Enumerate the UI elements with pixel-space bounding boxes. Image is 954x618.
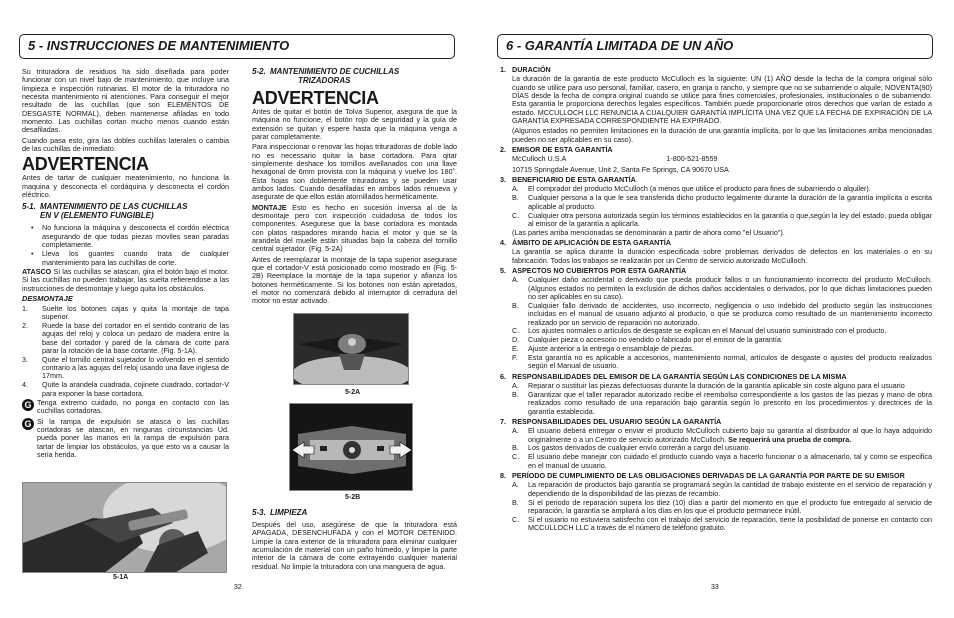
list-item: 1. Suelte los botones cajas y quita la montaje de tapa superior. [22, 303, 229, 322]
paragraph: Antes de quitar el botón de Tolva Superior, asegura de que la máquina no funcione, el botón rojo de seguridad y la guía de extensión se quitan y espere hasta que la máquina venga a parar completamente. [252, 106, 457, 141]
disassembly-steps [22, 305, 229, 398]
section-5-1-title: 5-1. MANTENIMIENTO DE LAS CUCHILLAS EN V (ELEMENTO FUNGIBLE) [22, 202, 188, 221]
warranty-section-8: 8. PERÍODO DE CUMPLIMIENTO DE LAS OBLIGACIONES DERIVADAS DE LA GARANTÍA POR PARTE DE SU EMISOR A. La reparación de productos bajo garantía se programará según la cantidad de trabajo existente en el servicio de reparación y dependiendo de la disponibilidad de las piezas de recambio. B. Si el periodo de reparación supera los diez (10) días a partir del momento en que el producto fue entregado al servicio de reparación, la garantía se ampliará a los días en los que el producto permanece inútil. C. Si el usuario no estuviera satisfecho con el trabajo del servicio de reparación, tiene la posibilidad de ponerse en contacto con MCCULLOCH LLC a través de el número de teléfono gratuito. [500, 470, 932, 533]
section-6-header: 6 - GARANTÍA LIMITADA DE UN AÑO [497, 34, 933, 59]
list-item: C. Cualquier otra persona autorizada según los términos establecidos en la garantía o que,según la ley del estado, pueda obligar al emisor de la garantía a aplicarla. [512, 210, 932, 228]
list-item: A. Reparar o sustituir las piezas defectuosas durante la duración de la garantía aplicable sin coste alguno para el usuario [512, 381, 905, 391]
list-item: 4. Quite la arandela cuadrada, cojinete cuadrado, cortador-V para exponer la base cortadora. [22, 380, 229, 398]
list-item: B. Cualquier persona a la que le sea transferida dicho producto legalmente durante la duración de la garantía implícita o escrita aplicable al producto. [512, 193, 932, 211]
warranty-section-4: 4. ÁMBITO DE APLICACIÓN DE ESTA GARANTÍA La garantía se aplica durante la duración especificada sobre problemas derivados de defectos en los materiales o en su fabricación. Todos los trabajos se realizarán por un Centro de servicio autorizado McCulloch. [500, 238, 932, 265]
desmontaje-subtitle: DESMONTAJE [22, 294, 73, 304]
section-5-header: 5 - INSTRUCCIONES DE MANTENIMIENTO [19, 34, 455, 59]
montaje-paragraph: MONTAJE Esto es hecho en sucesión inversa al de la desmontaje pero con inspección cuidadosa de todos los componentes. Asegurese que la base cortadora es montada con platos raspadores mirando hacia el motor y que se la arandela del muelle están situadas bajo la cabeza del tornillo central sujetador. (Fig. 5-2A) [252, 202, 457, 254]
warranty-section-7: 7. RESPONSABILIDADES DEL USUARIO SEGÚN LA GARANTÍA A. El usuario deberá entregar o enviar el producto McCulloch cubierto bajo su garantía al distribuidor al que lo haya adquirido originalmente o a un Centro de servicio autorizado McCulloch. Se requerirá una prueba de compra. B. Los gastos derivados de cualquier envío correrán a cargo del usuario. C. El usuario debe manejar con cuidado el producto cuando vaya a hacerlo funcionar o a almacenarlo, tal y como se especifica en el manual de usuario. [500, 416, 932, 470]
paragraph: Para inspeccionar o renovar las hojas trituradoras de doble lado no es necessario quitar la base cortadora. Para qitar simplemente deshace los tornillos avellanados con una llave hexagonal de 6mm provista con la máquina y vuelve los 180˚. Esta hojas son doblemente trituradoras y se pueden usar ambos lados. Cuando desafiladas en ambos lados renueva y asegurate de que ellos están atornillados herméticamente. [252, 142, 457, 202]
atasco-paragraph: ATASCO Si las cuchillas se atascan, gira el botón bajo el motor. Si las cuchillas no pueden trabajar, las suelta refierendose a las instrucciones de desmontaje y luego quita los obstáculos. [22, 267, 229, 293]
warning-g-icon: G [22, 399, 34, 411]
list-item: A. La reparación de productos bajo garantía se programará según la cantidad de trabajo existente en el servicio de reparación y dependiendo de la disponibilidad de las piezas de recambio. [512, 480, 932, 498]
warning-g-icon: G [22, 418, 34, 430]
intro-paragraph: Su trituradora de residuos ha sido diseñada para poder funcionar con un nivel bajo de mantenimiento, que incluye una limpieza e inspección rutinarias. El motor de la trituradora no necesita mantenimiento ni atenciones. Para conseguir el mejor resultado de las cuchillas (que son ELEMENTOS DE DESGASTE NORMAL), deben mantenerse afiladas en todo momento. Las cuchillas cortan mucho menos cuando están desafiladas. [22, 67, 229, 135]
paragraph: Antes de reemplazar la montaje de la tapa superior asegurase que el cortador-V está posicionado como mostrado en (Fig. 5-2B) Reemplace la montaje de la tapa superior y afianza los botones herméticamente. Si los botones non están apretados, el motor no comenzará debido al interruptor di cerradura del motor no estar activado. [252, 254, 457, 306]
figure-5-2a-caption: 5-2A [345, 389, 361, 396]
figure-5-1a-photo [22, 482, 227, 573]
gloved-hand-wrench-image [23, 483, 227, 573]
list-item: A. El usuario deberá entregar o enviar el producto McCulloch cubierto bajo su garantía al distribuidor al que lo haya adquirido originalmente o a un Centro de servicio autorizado McCulloch. Se requerirá una prueba de compra. [512, 426, 932, 444]
v-cutter-position-image [290, 404, 413, 491]
list-item: E. Ajuste anterior a la entrega o ensamblaje de piezas. [512, 344, 694, 354]
list-item: • Lleva los guantes cuando trata de cualquier mantenimiento para las cuchillas de corte. [22, 250, 229, 267]
list-item: A. Cualquier daño accidental o derivado que pueda producir fallos o un funcionamiento incorrecto del producto McCulloch.(Algunos estados no permiten la exclusión de dichos daños accidentales o derivados, por lo que dichas limitaciones pueden no ser aplicables en su caso). [512, 275, 932, 302]
warranty-section-1: 1. DURACIÓN La duración de la garantía de este producto McCulloch es la siguiente: UN (1) AÑO desde la fecha de la compra original sólo cuando se utilice para uso personal, familiar, casero, en granja o rancho, y siempre que no se subarriende o alquile; NOVENTA(90) DÍAS desde la fecha de compra original cuando se utilice para fines comerciales, profesionales, institucionales o de subarriendo. Esta garantía le proporciona derechos legales específicos. También puede proporcionarle otros derechos que varían de estado a estado. MCCULLOCH LLC RENUNCIA A CUALQUIER GARANTÍA IMPLÍCITA UNA VEZ QUE LA FECHA DE EXPIRACIÓN DE LA GARANTÍA EXPRESADA CORRESPONDIENTE HA EXPIRADO. (Algunos estados no permiten limitaciones en la duración de una garantía implícita, por lo que las limitaciones arriba mencionadas pueden no ser aplicables en su caso). [500, 65, 932, 144]
section-5-3-title: 5-3. LIMPIEZA [252, 508, 308, 517]
maintenance-column-1 [22, 68, 229, 461]
warranty-section-2: 2. EMISOR DE ESTA GARANTÍA McCulloch U.S.A 1-800-521-8559 10715 Springdale Avenue, Unit 2, Santa Fe Springs, CA 90670 USA [500, 145, 729, 174]
section-5-3 [252, 509, 457, 573]
list-item: B. Garantizar que el taller reparador autorizado recibe el reembolso correspondiente a los gastos de las piezas y mano de obra realizados como resultado de una reparación bajo garantía según lo prescrito en los procedimientos y directrices de la garantía establecida. [512, 389, 932, 416]
warranty-section-6: 6. RESPONSABILIDADES DEL EMISOR DE LA GARANTÍA SEGÚN LAS CONDICIONES DE LA MISMA A. Reparar o sustituir las piezas defectuosas durante la duración de la garantía aplicable sin coste alguno para el usuario B. Garantizar que el taller reparador autorizado recibe el reembolso correspondiente a los gastos de las piezas y mano de obra realizados como resultado de una reparación bajo garantía según lo prescrito en los procedimientos y directrices de la garantía establecida. [500, 371, 932, 416]
figure-5-1a-caption: 5-1A [113, 574, 129, 581]
list-item: B. Si el periodo de reparación supera los diez (10) días a partir del momento en que el producto fue entregado al servicio de reparación, la garantía se ampliará a los días en los que el producto permanece inútil. [512, 497, 932, 515]
list-item: C. Si el usuario no estuviera satisfecho con el trabajo del servicio de reparación, tiene la posibilidad de ponerse en contacto con MCCULLOCH LLC a través de el número de teléfono gratuito. [512, 514, 932, 533]
warranty-section-3: 3. BENEFICIARIO DE ESTA GARANTÍA A. El comprador del producto McCulloch (a menos que utilice el producto para fines de subarriendo o alquiler). B. Cualquier persona a la que le sea transferida dicho producto legalmente durante la duración de la garantía implícita o escrita aplicable al producto. C. Cualquier otra persona autorizada según los términos establecidos en la garantía o que,según la ley del estado, pueda obligar al emisor de la garantía a aplicarla. (Las partes arriba mencionadas se denominarán a partir de ahora como "el Usuario"). [500, 175, 932, 237]
list-item: B. Los gastos derivados de cualquier envío correrán a cargo del usuario. [512, 443, 751, 453]
list-item: D. Cualquier pieza o accesorio no vendido o fabricado por el emisor de la garantía. [512, 335, 783, 345]
warning-heading: ADVERTENCIA [22, 154, 149, 175]
warning-heading: ADVERTENCIA [252, 87, 379, 108]
list-item: 2. Ruede la base del cortador en el sentido contrario de las agujas del reloj y coloca un pedazo de madera entre la base del cortador y pared de la cámara de corte para parar la rotación de la base cortante. (Fig. 5-1A). [22, 320, 229, 355]
warranty-column [500, 66, 932, 534]
list-item: C. El usuario debe manejar con cuidado el producto cuando vaya a hacerlo funcionar o a almacenarlo, tal y como se especifica en el manual de usuario. [512, 452, 932, 470]
cleaning-paragraph: Después del uso, asegúrese de que la trituradora está APAGADA, DESENCHUFADA y con el MOTOR DETENIDO. Limpie la cara exterior de la trituradora para eliminar cualquier acumulación de material con un paño húmedo, y limpie la parte interior de la cámara de corte extrayendo cualquier material residual. No limpie la trituradora con una manguera de agua. [252, 519, 457, 571]
list-item: B. Cualquier fallo derivado de accidentes, uso incorrecto, negligencia o uso indebido del producto según las instrucciones incluidas en el manual de usuario adjunto al producto, o que se produzca como resultado de un mantenimiento incorrecto realizado por un servicio de reparación no autorizado. [512, 300, 932, 327]
list-item: C. Los ajustes normales o artículos de desgaste se explican en el Manual del usuario suministrado con el producto. [512, 326, 887, 336]
figure-5-2a-photo [293, 313, 409, 385]
caution-note-2: G Si la rampa de expulsión se atasca o las cuchillas cortadoras se atascan, en ningunas circunstancias Ud. pueda poner las manos en la rampa de expulsión para tartar de limpiar los obstáculos, ya que esto va a causar la seria herida. [22, 418, 229, 460]
warranty-section-5: 5. ASPECTOS NO CUBIERTOS POR ESTA GARANTÍA A. Cualquier daño accidental o derivado que pueda producir fallos o un funcionamiento incorrecto del producto McCulloch.(Algunos estados no permiten la exclusión de dichos daños accidentales o derivados, por lo que dichas limitaciones pueden no ser aplicables en su caso). B. Cualquier fallo derivado de accidentes, uso incorrecto, negligencia o uso indebido del producto según las instrucciones incluidas en el manual de usuario adjunto al producto, o que se produzca como resultado de un mantenimiento incorrecto realizado por un servicio de reparación no autorizado. C. Los ajustes normales o artículos de desgaste se explican en el Manual del usuario suministrado con el producto. D. Cualquier pieza o accesorio no vendido o fabricado por el emisor de la garantía. E. Ajuste anterior a la entrega o ensamblaje de piezas. F. Esta garantía no es aplicable a accesorios, mantenimiento normal, artículos de desgaste o ajustes del producto realizados según el Manual de usuario. [500, 266, 932, 371]
intro-paragraph-2: Cuando pasa esto, gira las dobles cuchillas laterales o cambia de las cuchillas de inmediato. [22, 135, 229, 154]
figure-5-2b-caption: 5-2B [345, 494, 361, 501]
list-item: F. Esta garantía no es aplicable a accesorios, mantenimiento normal, artículos de desgaste o ajustes del producto realizados según el Manual de usuario. [512, 353, 932, 371]
page-number-right: 33 [711, 584, 719, 591]
warning-text: Antes de tartar de cualquier meatenimiento, no funciona la maquina y desconecta el cordáquina y desconecta el cordón eléctrico. [22, 173, 229, 200]
maintenance-column-2 [252, 68, 457, 308]
list-item: 3. Quite el tornillo central sujetador lo volvendo en el sentido contrario a las agujas del reloj usando una llave inglesa de 17mm. [22, 354, 229, 381]
figure-5-2b-photo [289, 403, 413, 491]
safety-bullet-list [22, 224, 229, 267]
caution-note-1: G Tenga extremo cuidado, no ponga en contacto con las cuchillas cortadoras. [22, 399, 229, 416]
cutter-base-image [294, 314, 409, 385]
section-5-2-title: 5-2. MANTENIMIENTO DE CUCHILLAS TRIZADORAS [252, 67, 400, 85]
list-item: A. El comprador del producto McCulloch (a menos que utilice el producto para fines de subarriendo o alquiler). [512, 184, 871, 194]
page-number-left: 32 [234, 584, 242, 591]
list-item: • No funciona la máquina y desconecta el cordón eléctrica asegurando de que todas piezas moviles sean paradas completamente. [22, 224, 229, 249]
